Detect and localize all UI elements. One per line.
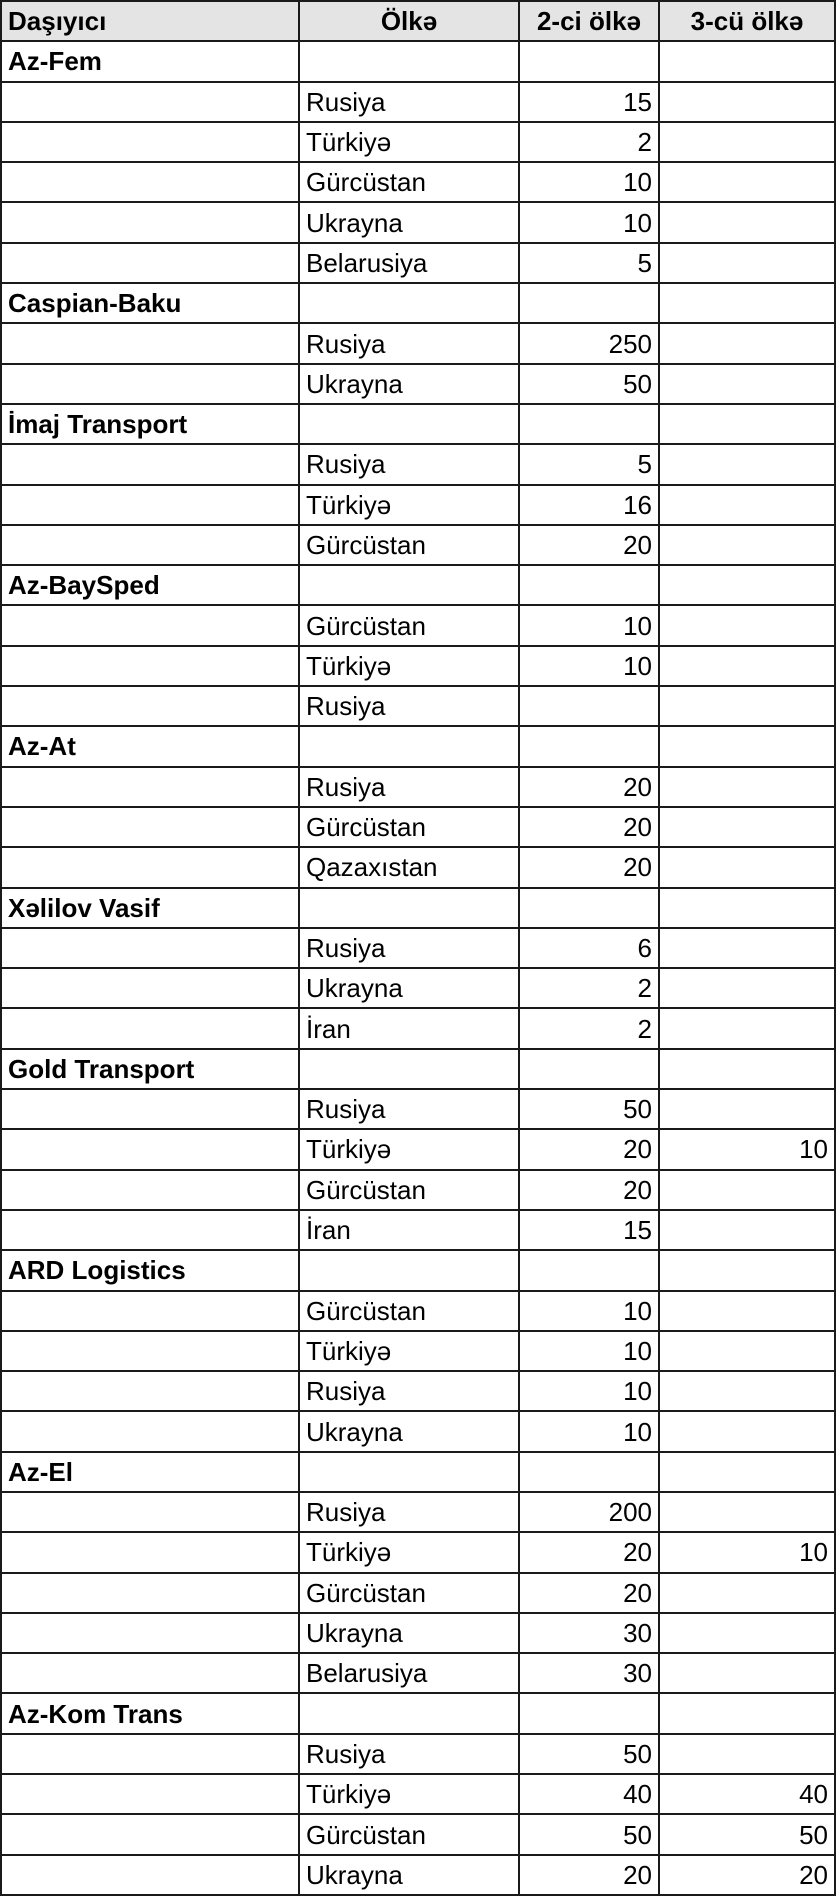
table-row: [1, 1371, 835, 1411]
empty-cell[interactable]: [1, 1734, 299, 1774]
country-cell[interactable]: Gürcüstan: [299, 605, 519, 645]
empty-cell[interactable]: [519, 1250, 659, 1290]
empty-cell[interactable]: [1, 82, 299, 122]
second-country-cell[interactable]: 20: [519, 847, 659, 887]
country-cell[interactable]: Ukrayna: [299, 1855, 519, 1895]
carrier-group-row: [1, 1049, 835, 1089]
table-row: [1, 1774, 835, 1814]
third-country-cell[interactable]: [659, 243, 835, 283]
third-country-cell[interactable]: [659, 82, 835, 122]
third-country-cell[interactable]: 50: [659, 1814, 835, 1854]
country-cell[interactable]: Belarusiya: [299, 243, 519, 283]
second-country-cell[interactable]: 2: [519, 122, 659, 162]
country-cell[interactable]: Türkiyə: [299, 485, 519, 525]
empty-cell[interactable]: [1, 686, 299, 726]
second-country-cell[interactable]: 5: [519, 243, 659, 283]
table-row: [1, 968, 835, 1008]
third-country-cell[interactable]: 10: [659, 1532, 835, 1572]
country-cell[interactable]: Türkiyə: [299, 1532, 519, 1572]
empty-cell[interactable]: [1, 1774, 299, 1814]
third-country-cell[interactable]: [659, 202, 835, 242]
second-country-cell[interactable]: 20: [519, 525, 659, 565]
empty-cell[interactable]: [659, 565, 835, 605]
second-country-cell[interactable]: 250: [519, 323, 659, 363]
country-cell[interactable]: Ukrayna: [299, 202, 519, 242]
empty-cell[interactable]: [299, 1693, 519, 1733]
empty-cell[interactable]: [1, 1411, 299, 1451]
empty-cell[interactable]: [1, 1573, 299, 1613]
table-row: [1, 767, 835, 807]
third-country-cell[interactable]: [659, 323, 835, 363]
country-cell[interactable]: Türkiyə: [299, 1331, 519, 1371]
third-country-cell[interactable]: [659, 605, 835, 645]
empty-cell[interactable]: [1, 1129, 299, 1169]
third-country-cell[interactable]: [659, 1734, 835, 1774]
empty-cell[interactable]: [299, 565, 519, 605]
country-cell[interactable]: Gürcüstan: [299, 1814, 519, 1854]
carrier-name-cell[interactable]: Az-Kom Trans: [1, 1693, 299, 1733]
country-cell[interactable]: Ukrayna: [299, 1411, 519, 1451]
country-cell[interactable]: Ukrayna: [299, 968, 519, 1008]
empty-cell[interactable]: [659, 283, 835, 323]
empty-cell[interactable]: [659, 1693, 835, 1733]
empty-cell[interactable]: [299, 404, 519, 444]
empty-cell[interactable]: [1, 1089, 299, 1129]
country-cell[interactable]: Qazaxıstan: [299, 847, 519, 887]
empty-cell[interactable]: [299, 41, 519, 81]
empty-cell[interactable]: [299, 1250, 519, 1290]
third-country-cell[interactable]: [659, 162, 835, 202]
carrier-name-cell[interactable]: Az-Fem: [1, 41, 299, 81]
second-country-cell[interactable]: 16: [519, 485, 659, 525]
table-row: [1, 1331, 835, 1371]
third-country-cell[interactable]: 40: [659, 1774, 835, 1814]
carrier-name-cell[interactable]: Az-El: [1, 1452, 299, 1492]
second-country-cell[interactable]: 10: [519, 202, 659, 242]
second-country-cell[interactable]: 10: [519, 605, 659, 645]
third-country-cell[interactable]: [659, 928, 835, 968]
carrier-group-row: [1, 283, 835, 323]
empty-cell[interactable]: [1, 364, 299, 404]
table-row: [1, 847, 835, 887]
carrier-group-row: [1, 726, 835, 766]
second-country-cell[interactable]: 20: [519, 1573, 659, 1613]
third-country-cell[interactable]: [659, 646, 835, 686]
third-country-cell[interactable]: [659, 485, 835, 525]
second-country-cell[interactable]: 15: [519, 82, 659, 122]
carrier-group-row: [1, 1693, 835, 1733]
country-cell[interactable]: Rusiya: [299, 928, 519, 968]
second-country-cell[interactable]: 5: [519, 444, 659, 484]
empty-cell[interactable]: [519, 1049, 659, 1089]
empty-cell[interactable]: [659, 1452, 835, 1492]
empty-cell[interactable]: [1, 968, 299, 1008]
second-country-cell[interactable]: 20: [519, 1129, 659, 1169]
country-cell[interactable]: Gürcüstan: [299, 1573, 519, 1613]
empty-cell[interactable]: [659, 1049, 835, 1089]
country-cell[interactable]: Türkiyə: [299, 1129, 519, 1169]
country-cell[interactable]: Ukrayna: [299, 1613, 519, 1653]
second-country-cell[interactable]: 200: [519, 1492, 659, 1532]
third-country-cell[interactable]: [659, 1371, 835, 1411]
table-row: [1, 1129, 835, 1169]
table-body: [1, 41, 835, 1895]
country-cell[interactable]: Rusiya: [299, 686, 519, 726]
country-cell[interactable]: Türkiyə: [299, 1774, 519, 1814]
empty-cell[interactable]: [1, 1855, 299, 1895]
third-country-cell[interactable]: [659, 1291, 835, 1331]
second-country-cell[interactable]: 50: [519, 1089, 659, 1129]
country-cell[interactable]: İran: [299, 1210, 519, 1250]
third-country-cell[interactable]: [659, 1411, 835, 1451]
empty-cell[interactable]: [1, 485, 299, 525]
table-row: [1, 605, 835, 645]
empty-cell[interactable]: [659, 1250, 835, 1290]
empty-cell[interactable]: [1, 1291, 299, 1331]
third-country-cell[interactable]: [659, 767, 835, 807]
second-country-cell[interactable]: 10: [519, 646, 659, 686]
empty-cell[interactable]: [1, 1371, 299, 1411]
empty-cell[interactable]: [519, 404, 659, 444]
third-country-cell[interactable]: 10: [659, 1129, 835, 1169]
empty-cell[interactable]: [299, 1049, 519, 1089]
country-cell[interactable]: Rusiya: [299, 1371, 519, 1411]
carrier-group-row: [1, 1250, 835, 1290]
third-country-cell[interactable]: [659, 968, 835, 1008]
country-cell[interactable]: Ukrayna: [299, 364, 519, 404]
empty-cell[interactable]: [1, 525, 299, 565]
empty-cell[interactable]: [299, 726, 519, 766]
empty-cell[interactable]: [1, 1008, 299, 1048]
empty-cell[interactable]: [299, 283, 519, 323]
empty-cell[interactable]: [1, 767, 299, 807]
table-row: [1, 202, 835, 242]
table-row: [1, 1734, 835, 1774]
second-country-cell[interactable]: 10: [519, 162, 659, 202]
empty-cell[interactable]: [519, 726, 659, 766]
empty-cell[interactable]: [1, 323, 299, 363]
second-country-cell[interactable]: [519, 686, 659, 726]
second-country-cell[interactable]: 50: [519, 364, 659, 404]
country-cell[interactable]: Rusiya: [299, 1492, 519, 1532]
empty-cell[interactable]: [1, 122, 299, 162]
third-country-cell[interactable]: [659, 1492, 835, 1532]
table-row: [1, 686, 835, 726]
country-cell[interactable]: Gürcüstan: [299, 162, 519, 202]
empty-cell[interactable]: [1, 1331, 299, 1371]
second-country-cell[interactable]: 10: [519, 1371, 659, 1411]
table-row: [1, 1653, 835, 1693]
table-row: [1, 162, 835, 202]
carrier-group-row: [1, 565, 835, 605]
empty-cell[interactable]: [519, 888, 659, 928]
table-row: [1, 1573, 835, 1613]
third-country-cell[interactable]: [659, 364, 835, 404]
third-country-cell[interactable]: [659, 1653, 835, 1693]
third-country-cell[interactable]: [659, 1089, 835, 1129]
country-cell[interactable]: Türkiyə: [299, 122, 519, 162]
carrier-name-cell[interactable]: Gold Transport: [1, 1049, 299, 1089]
carrier-name-cell[interactable]: Xəlilov Vasif: [1, 888, 299, 928]
second-country-cell[interactable]: 10: [519, 1291, 659, 1331]
third-country-cell[interactable]: [659, 1573, 835, 1613]
carrier-name-cell[interactable]: Caspian-Baku: [1, 283, 299, 323]
table-row: [1, 243, 835, 283]
table-row: [1, 646, 835, 686]
empty-cell[interactable]: [519, 565, 659, 605]
table-row: [1, 807, 835, 847]
header-country[interactable]: Ölkə: [299, 1, 519, 41]
empty-cell[interactable]: [1, 1814, 299, 1854]
header-third-country[interactable]: 3-cü ölkə: [659, 1, 835, 41]
table-row: [1, 1613, 835, 1653]
third-country-cell[interactable]: [659, 686, 835, 726]
country-cell[interactable]: İran: [299, 1008, 519, 1048]
table-row: [1, 1210, 835, 1250]
empty-cell[interactable]: [1, 605, 299, 645]
third-country-cell[interactable]: [659, 1008, 835, 1048]
carrier-name-cell[interactable]: İmaj Transport: [1, 404, 299, 444]
table-row: [1, 444, 835, 484]
carrier-name-cell[interactable]: Az-At: [1, 726, 299, 766]
empty-cell[interactable]: [659, 41, 835, 81]
country-cell[interactable]: Rusiya: [299, 767, 519, 807]
second-country-cell[interactable]: 20: [519, 807, 659, 847]
table-row: [1, 1291, 835, 1331]
carrier-group-row: [1, 1452, 835, 1492]
third-country-cell[interactable]: [659, 1331, 835, 1371]
empty-cell[interactable]: [1, 1613, 299, 1653]
empty-cell[interactable]: [1, 1532, 299, 1572]
third-country-cell[interactable]: [659, 122, 835, 162]
third-country-cell[interactable]: [659, 847, 835, 887]
third-country-cell[interactable]: [659, 444, 835, 484]
country-cell[interactable]: Rusiya: [299, 1089, 519, 1129]
country-cell[interactable]: Türkiyə: [299, 646, 519, 686]
empty-cell[interactable]: [1, 847, 299, 887]
second-country-cell[interactable]: 30: [519, 1653, 659, 1693]
empty-cell[interactable]: [519, 1693, 659, 1733]
table-row: [1, 1814, 835, 1854]
table-row: [1, 928, 835, 968]
table-row: [1, 1170, 835, 1210]
table-row: [1, 364, 835, 404]
second-country-cell[interactable]: 20: [519, 1855, 659, 1895]
empty-cell[interactable]: [1, 646, 299, 686]
third-country-cell[interactable]: [659, 807, 835, 847]
second-country-cell[interactable]: 20: [519, 1170, 659, 1210]
empty-cell[interactable]: [1, 1653, 299, 1693]
empty-cell[interactable]: [1, 162, 299, 202]
table-row: [1, 1492, 835, 1532]
table-row: [1, 1411, 835, 1451]
third-country-cell[interactable]: 20: [659, 1855, 835, 1895]
country-cell[interactable]: Gürcüstan: [299, 1291, 519, 1331]
second-country-cell[interactable]: 2: [519, 1008, 659, 1048]
second-country-cell[interactable]: 15: [519, 1210, 659, 1250]
empty-cell[interactable]: [1, 1210, 299, 1250]
table-row: [1, 1008, 835, 1048]
third-country-cell[interactable]: [659, 1613, 835, 1653]
empty-cell[interactable]: [299, 888, 519, 928]
second-country-cell[interactable]: 50: [519, 1814, 659, 1854]
header-second-country[interactable]: 2-ci ölkə: [519, 1, 659, 41]
second-country-cell[interactable]: 2: [519, 968, 659, 1008]
third-country-cell[interactable]: [659, 1170, 835, 1210]
country-cell[interactable]: Rusiya: [299, 444, 519, 484]
table-row: [1, 1532, 835, 1572]
empty-cell[interactable]: [1, 243, 299, 283]
empty-cell[interactable]: [659, 888, 835, 928]
empty-cell[interactable]: [659, 726, 835, 766]
carrier-group-row: [1, 888, 835, 928]
table-row: [1, 323, 835, 363]
table-row: [1, 1089, 835, 1129]
second-country-cell[interactable]: 20: [519, 1532, 659, 1572]
country-cell[interactable]: Rusiya: [299, 82, 519, 122]
country-cell[interactable]: Gürcüstan: [299, 525, 519, 565]
second-country-cell[interactable]: 30: [519, 1613, 659, 1653]
header-carrier[interactable]: Daşıyıcı: [1, 1, 299, 41]
carrier-name-cell[interactable]: ARD Logistics: [1, 1250, 299, 1290]
carrier-group-row: [1, 41, 835, 81]
empty-cell[interactable]: [1, 928, 299, 968]
table-row: [1, 1855, 835, 1895]
empty-cell[interactable]: [519, 1452, 659, 1492]
country-cell[interactable]: Rusiya: [299, 323, 519, 363]
second-country-cell[interactable]: 6: [519, 928, 659, 968]
second-country-cell[interactable]: 20: [519, 767, 659, 807]
second-country-cell[interactable]: 40: [519, 1774, 659, 1814]
country-cell[interactable]: Gürcüstan: [299, 1170, 519, 1210]
empty-cell[interactable]: [1, 807, 299, 847]
table-row: [1, 82, 835, 122]
table-row: [1, 485, 835, 525]
carrier-name-cell[interactable]: Az-BaySped: [1, 565, 299, 605]
empty-cell[interactable]: [299, 1452, 519, 1492]
third-country-cell[interactable]: [659, 1210, 835, 1250]
empty-cell[interactable]: [519, 41, 659, 81]
second-country-cell[interactable]: 10: [519, 1331, 659, 1371]
empty-cell[interactable]: [1, 1492, 299, 1532]
country-cell[interactable]: Rusiya: [299, 1734, 519, 1774]
empty-cell[interactable]: [659, 404, 835, 444]
country-cell[interactable]: Belarusiya: [299, 1653, 519, 1693]
empty-cell[interactable]: [1, 1170, 299, 1210]
carrier-group-row: [1, 404, 835, 444]
second-country-cell[interactable]: 10: [519, 1411, 659, 1451]
second-country-cell[interactable]: 50: [519, 1734, 659, 1774]
table-row: [1, 122, 835, 162]
empty-cell[interactable]: [1, 202, 299, 242]
country-cell[interactable]: Gürcüstan: [299, 807, 519, 847]
header-row: [1, 1, 835, 41]
table-row: [1, 525, 835, 565]
empty-cell[interactable]: [1, 444, 299, 484]
empty-cell[interactable]: [519, 283, 659, 323]
third-country-cell[interactable]: [659, 525, 835, 565]
